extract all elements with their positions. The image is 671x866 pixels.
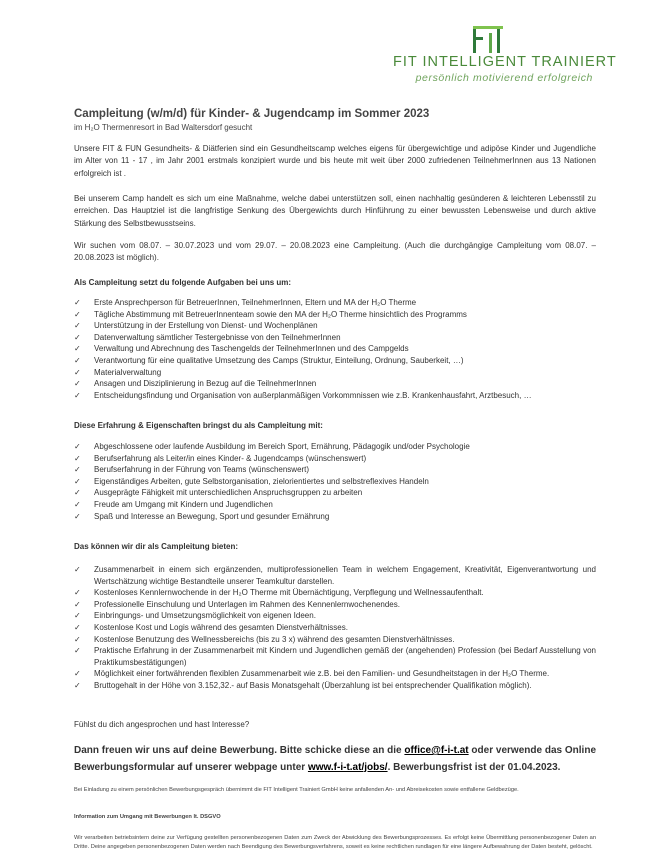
privacy-text: Wir verarbeiten betriebsintern deine zur Verfügung gestellten personenbezogenen Daten zum Zweck der Abwicklung des Bewerbungsprozesses. Es erfolgt keine Übermittlung personenbezogener Daten an Dritte. Deine angegeben personenbezogenen Daten werden nach Beendigung des Bewerbungsverfahrens, soweit es keine rechtlichen rundlagen für eine längere Aufbewahrung der Daten besteht, gelöscht.	[74, 835, 596, 850]
logo-tagline: persönlich motivierend erfolgreich	[415, 72, 593, 84]
checkmark-icon: ✓	[74, 611, 81, 621]
list-item: ✓ Kostenloses Kennlernwochende in der H₂O Therme mit Übernächtigung, Verpflegung und Wellnessaufenthalt.	[74, 588, 484, 598]
checkmark-icon: ✓	[74, 634, 81, 644]
list-item: ✓ Möglichkeit einer fortwährenden flexiblen Zusammenarbeit wie z.B. bei den Familien- und Gesundheitstagen in der H₂O Therme.	[74, 669, 550, 679]
list-item: ✓ Kostenlose Kost und Logis während des gesamten Dienstverhältnisses.	[74, 622, 348, 632]
page-title: Campleitung (w/m/d) für Kinder- & Jugendcamp im Sommer 2023	[74, 108, 430, 120]
checkmark-icon: ✓	[74, 321, 81, 331]
list-item: ✓ Ansagen und Disziplinierung in Bezug auf die TeilnehmerInnen	[74, 379, 317, 389]
jobs-page-link[interactable]: www.f-i-t.at/jobs/	[307, 761, 388, 773]
checkmark-icon: ✓	[74, 599, 81, 609]
list-item: ✓ Verwaltung und Abrechnung des Taschengelds der TeilnehmerInnen und des Campgelds	[74, 344, 409, 354]
offers-heading: Das können wir dir als Campleitung bieten:	[74, 542, 239, 551]
checkmark-icon: ✓	[74, 669, 81, 679]
checkmark-icon: ✓	[74, 344, 81, 354]
list-item: ✓ Abgeschlossene oder laufende Ausbildung im Bereich Sport, Ernährung, Pädagogik und/oder Psychologie	[74, 442, 470, 451]
list-item: ✓ Materialverwaltung	[74, 367, 162, 377]
checkmark-icon: ✓	[74, 332, 81, 342]
list-item: ✓ Eigenständiges Arbeiten, gute Selbstorganisation, zielorientiertes und selbstreflexives Handeln	[74, 476, 429, 486]
checkmark-icon: ✓	[74, 379, 81, 389]
list-item: ✓ Professionelle Einschulung und Unterlagen im Rahmen des Kennenlernwochenendes.	[74, 599, 400, 609]
list-item: ✓ Einbringungs- und Umsetzungsmöglichkeit von eigenen Ideen.	[74, 611, 316, 621]
list-item: ✓ Bruttogehalt in der Höhe von 3.152,32.- auf Basis Monatsgehalt (Überzahlung ist bei entsprechender Qualifikation möglich).	[74, 680, 532, 690]
intro-paragraph: Bei unserem Camp handelt es sich um eine Maßnahme, welche dabei unterstützen soll, einen nachhaltig gesünderen & leichteren Lebensstil zu erreichen. Das Hauptziel ist die langfristige Senkung des Übergewichts durch Hinführung zu einer bewussten Lebensweise und durch aktive Stärkung des Selbstbewusstseins.	[74, 194, 596, 228]
list-item: ✓ Spaß und Interesse an Bewegung, Sport und gesunder Ernährung	[74, 511, 330, 521]
checkmark-icon: ✓	[74, 309, 81, 319]
list-item: ✓ Berufserfahrung als Leiter/in eines Kinder- & Jugendcamps (wünschenswert)	[74, 453, 367, 463]
checkmark-icon: ✓	[74, 476, 81, 486]
list-item: ✓ Berufserfahrung in der Führung von Teams (wünschenswert)	[74, 465, 310, 475]
tasks-heading: Als Campleitung setzt du folgende Aufgaben bei uns um:	[74, 278, 292, 287]
list-item: ✓ Zusammenarbeit in einem sich ergänzenden, multiprofessionellen Team in welchem Engagement, Kreativität, Eigenverantwortung und Wertschätzung wichtige Bestandteile unserer Teamkultur darstellen.	[74, 565, 596, 586]
list-item: ✓ Verantwortung für eine qualitative Umsetzung des Camps (Struktur, Einteilung, Ordnung, Sauberkeit, …)	[74, 355, 464, 365]
checkmark-icon: ✓	[74, 646, 81, 656]
list-item: ✓ Datenverwaltung sämtlicher Testergebnisse von den TeilnehmerInnen	[74, 332, 341, 342]
checkmark-icon: ✓	[74, 298, 81, 307]
interest-question: Fühlst du dich angesprochen und hast Interesse?	[74, 720, 250, 729]
checkmark-icon: ✓	[74, 453, 81, 463]
checkmark-icon: ✓	[74, 588, 81, 598]
tasks-list	[74, 297, 596, 401]
intro-paragraph: Wir suchen vom 08.07. – 30.07.2023 und vom 29.07. – 20.08.2023 eine Campleitung. (Auch die durchgängige Campleitung vom 08.07. – 20.08.2023 ist möglich).	[74, 241, 596, 263]
page-subtitle: im H₂O Thermenresort in Bad Waltersdorf gesucht	[74, 123, 253, 132]
privacy-heading: Information zum Umgang mit Bewerbungen lt. DSGVO	[74, 814, 221, 820]
checkmark-icon: ✓	[74, 511, 81, 521]
logo-name: FIT INTELLIGENT TRAINIERT	[393, 54, 617, 70]
list-item: ✓ Ausgeprägte Fähigkeit mit unterschiedlichen Anspruchsgruppen zu arbeiten	[74, 488, 363, 498]
offers-list	[74, 564, 596, 692]
list-item: ✓ Praktische Erfahrung in der Zusammenarbeit mit Kindern und Jugendlichen gemäß der (angehenden) Profession (bei Bedarf Ausstellung von Praktikumsbestätigungen)	[74, 646, 596, 667]
checkmark-icon: ✓	[74, 355, 81, 365]
checkmark-icon: ✓	[74, 622, 81, 632]
checkmark-icon: ✓	[74, 499, 81, 509]
list-item: ✓ Unterstützung in der Erstellung von Dienst- und Wochenplänen	[74, 321, 318, 331]
list-item: ✓ Tägliche Abstimmung mit BetreuerInnenteam sowie den MA der H₂O Therme hinsichtlich des Programms	[74, 309, 467, 319]
travel-cost-note: Bei Einladung zu einem persönlichen Bewerbungsgespräch übernimmt die FIT Intelligent Trainiert GmbH keine anfallenden An- und Abreisekosten sowie entfallene Geldbezüge.	[74, 787, 519, 793]
fit-logo-icon	[473, 26, 503, 53]
checkmark-icon: ✓	[74, 367, 81, 377]
intro-paragraph: Unsere FIT & FUN Gesundheits- & Diätferien sind ein Gesundheitscamp welches eigens für übergewichtige und adipöse Kinder und Jugendliche im Alter von 11 - 17 , im Jahr 2001 erstmals konzipiert wurde und bis heute mit weit über 2000 zufriedenen TeilnehmerInnen aus 13 Nationen erfolgreich ist .	[74, 144, 596, 178]
company-logo	[393, 26, 617, 90]
checkmark-icon: ✓	[74, 465, 81, 475]
checkmark-icon: ✓	[74, 565, 81, 574]
application-call-to-action: Dann freuen wir uns auf deine Bewerbung. Bitte schicke diese an die office@f-i-t.at oder verwende das Online Bewerbungsformular auf unserer webpage unter www.f-i-t.at/jobs/. Bewerbungsfrist ist der 01.04.2023.	[74, 745, 596, 773]
checkmark-icon: ✓	[74, 680, 81, 690]
checkmark-icon: ✓	[74, 390, 81, 400]
list-item: ✓ Entscheidungsfindung und Organisation von außerplanmäßigen Vorkommnissen wie z.B. Krankenhausfahrt, Arztbesuch, …	[74, 390, 532, 400]
skills-heading: Diese Erfahrung & Eigenschaften bringst du als Campleitung mit:	[74, 421, 323, 430]
skills-list	[74, 441, 596, 522]
checkmark-icon: ✓	[74, 442, 81, 451]
list-item: ✓ Kostenlose Benutzung des Wellnessbereichs (bis zu 3 x) während des gesamten Dienstverhältnisses.	[74, 634, 455, 644]
email-link[interactable]: office@f-i-t.at	[404, 745, 469, 756]
checkmark-icon: ✓	[74, 488, 81, 498]
list-item: ✓ Erste Ansprechperson für BetreuerInnen, TeilnehmerInnen, Eltern und MA der H₂O Therme	[74, 298, 417, 307]
list-item: ✓ Freude am Umgang mit Kindern und Jugendlichen	[74, 499, 273, 509]
